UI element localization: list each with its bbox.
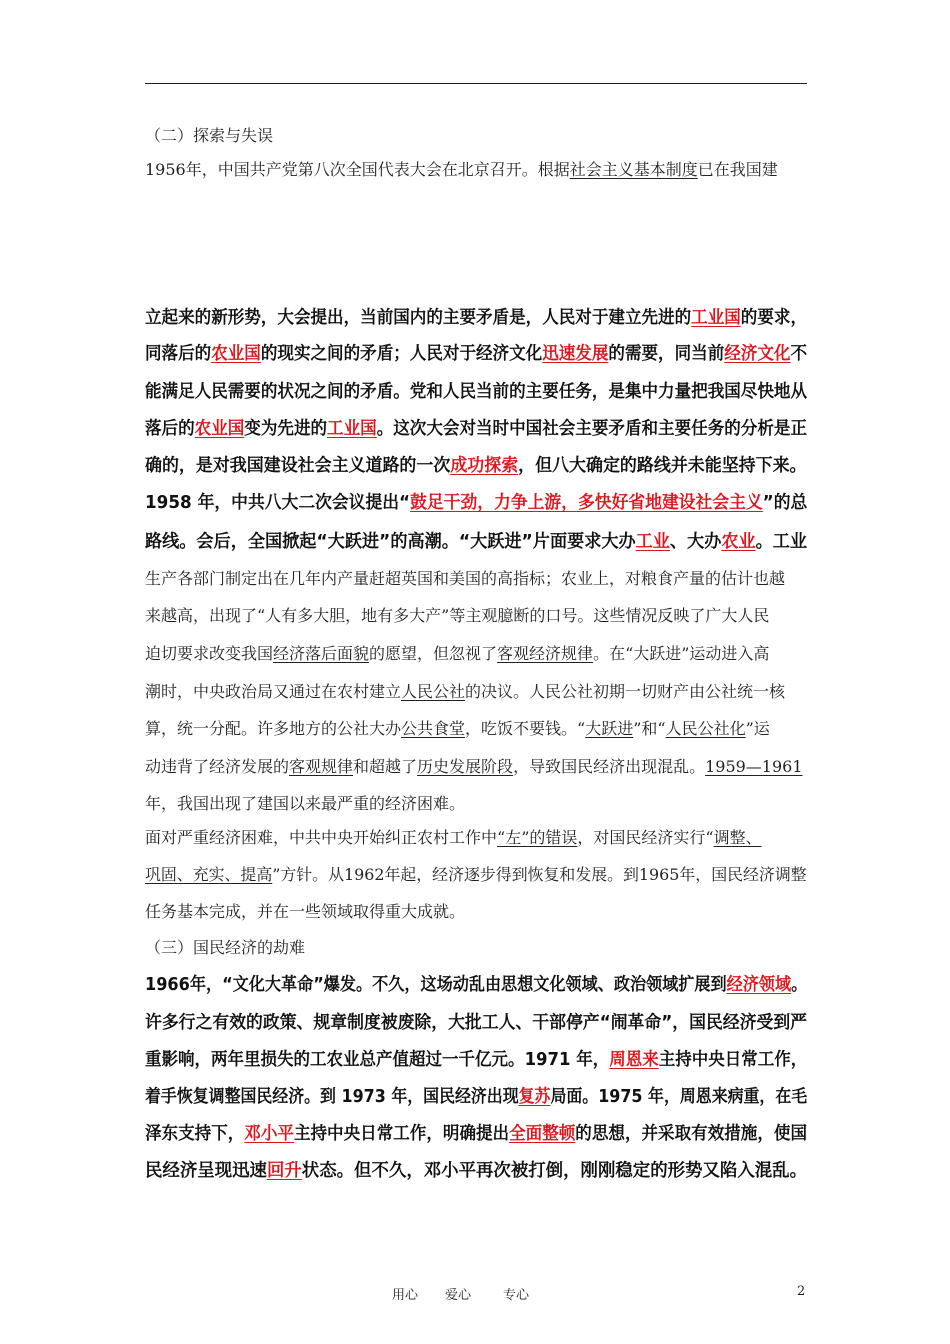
- paragraph-line: 民经济呈现迅速回升状态。但不久，邓小平再次被打倒，刚刚稳定的形势又陷入混乱。: [145, 1161, 807, 1181]
- paragraph-line: 落后的农业国变为先进的工业国。这次大会对当时中国社会主要矛盾和主要任务的分析是正: [145, 419, 807, 439]
- underlined-term: 人民公社化: [665, 719, 746, 738]
- paragraph-line: 迫切要求改变我国经济落后面貌的愿望，但忽视了客观经济规律。在“大跃进”运动进入高: [145, 644, 770, 663]
- highlight-term: 成功探索: [450, 456, 519, 476]
- paragraph-line: 生产各部门制定出在几年内产量赶超英国和美国的高指标；农业上，对粮食产量的估计也越: [145, 569, 786, 588]
- underlined-term: 巩固、充实、提高: [145, 865, 273, 884]
- underlined-term: 大跃进: [585, 719, 634, 738]
- paragraph-line: 巩固、充实、提高”方针。从1962年起，经济逐步得到恢复和发展。到1965年，国民经济调整: [145, 865, 807, 884]
- paragraph-line: 路线。会后，全国掀起“大跃进”的高潮。“大跃进”片面要求大办工业、大办农业。工业: [145, 532, 808, 552]
- highlight-term: 复苏: [518, 1087, 551, 1107]
- underlined-term: 历史发展阶段: [417, 757, 514, 776]
- highlight-term: 农业: [721, 532, 756, 552]
- highlight-term: 回升: [266, 1161, 302, 1181]
- paragraph-line: 着手恢复调整国民经济。到 1973 年，国民经济出现复苏局面。1975 年，周恩来病重，在毛: [145, 1087, 808, 1107]
- paragraph-line: 1956年，中国共产党第八次全国代表大会在北京召开。根据社会主义基本制度已在我国建: [145, 160, 778, 179]
- underlined-term: 人民公社: [401, 682, 466, 701]
- paragraph-line: 同落后的农业国的现实之间的矛盾；人民对于经济文化迅速发展的需要，同当前经济文化不: [145, 344, 807, 364]
- paragraph-line: 任务基本完成，并在一些领域取得重大成就。: [145, 902, 466, 921]
- underlined-term: 1959—1961: [705, 757, 803, 776]
- highlight-term: 农业国: [194, 419, 245, 439]
- paragraph-line: 动违背了经济发展的客观规律和超越了历史发展阶段，导致国民经济出现混乱。1959—1961: [145, 757, 803, 776]
- section-heading-disaster: （三）国民经济的劫难: [145, 938, 306, 957]
- page-number: 2: [797, 1284, 806, 1299]
- footer-word: 爱心: [445, 1288, 472, 1303]
- footer-word: 专心: [503, 1288, 530, 1303]
- highlight-term: 周恩来: [609, 1050, 659, 1070]
- footer-word: 用心: [392, 1288, 419, 1303]
- underlined-term: 公共食堂: [401, 719, 466, 738]
- highlight-term: 经济文化: [724, 344, 791, 364]
- paragraph-line: 1958 年，中共八大二次会议提出“鼓足干劲，力争上游，多快好省地建设社会主义”的总: [145, 493, 808, 513]
- highlight-term: 工业国: [327, 419, 377, 439]
- highlight-term: 迅速发展: [542, 344, 609, 364]
- paragraph-line: 潮时，中央政治局又通过在农村建立人民公社的决议。人民公社初期一切财产由公社统一核: [145, 682, 786, 701]
- underlined-term: 社会主义基本制度: [569, 160, 698, 179]
- highlight-term: 经济领域: [726, 975, 792, 995]
- underlined-term: 调整、: [713, 828, 762, 847]
- paragraph-line: 立起来的新形势，大会提出，当前国内的主要矛盾是，人民对于建立先进的工业国的要求，: [145, 308, 807, 328]
- paragraph-line: 1966年，“文化大革命”爆发。不久，这场动乱由思想文化领域、政治领域扩展到经济领域。: [145, 975, 808, 995]
- paragraph-line: 年，我国出现了建国以来最严重的经济困难。: [145, 794, 466, 813]
- paragraph-line: 来越高，出现了“人有多大胆，地有多大产”等主观臆断的口号。这些情况反映了广大人民: [145, 606, 770, 625]
- underlined-term: 客观经济规律: [497, 644, 594, 663]
- paragraph-line: 许多行之有效的政策、规章制度被废除，大批工人、干部停产“闹革命”，国民经济受到严: [145, 1013, 807, 1033]
- paragraph-line: 重影响，两年里损失的工农业总产值超过一千亿元。1971 年，周恩来主持中央日常工作，: [145, 1050, 808, 1070]
- underlined-term: “左”的错误: [497, 828, 578, 847]
- header-rule: [145, 83, 807, 84]
- highlight-term: 工业国: [691, 308, 741, 328]
- highlight-term: 邓小平: [244, 1124, 294, 1144]
- paragraph-line: 能满足人民需要的状况之间的矛盾。党和人民当前的主要任务，是集中力量把我国尽快地从: [145, 382, 807, 402]
- paragraph-line: 确的，是对我国建设社会主义道路的一次成功探索，但八大确定的路线并未能坚持下来。: [145, 456, 807, 476]
- highlight-term: 农业国: [211, 344, 261, 364]
- underlined-term: 经济落后面貌: [273, 644, 370, 663]
- paragraph-line: 面对严重经济困难，中共中央开始纠正农村工作中“左”的错误，对国民经济实行“调整、: [145, 828, 762, 847]
- underlined-term: 客观规律: [289, 757, 354, 776]
- highlight-term: 工业: [635, 532, 670, 552]
- section-heading-exploration: （二）探索与失误: [145, 126, 274, 145]
- paragraph-line: 算，统一分配。许多地方的公社大办公共食堂，吃饭不要钱。“大跃进”和“人民公社化”运: [145, 719, 770, 738]
- paragraph-line: 泽东支持下，邓小平主持中央日常工作，明确提出全面整顿的思想，并采取有效措施，使国: [145, 1124, 807, 1144]
- highlight-term: 全面整顿: [509, 1124, 576, 1144]
- highlight-term: 鼓足干劲，力争上游，多快好省地建设社会主义: [410, 493, 763, 513]
